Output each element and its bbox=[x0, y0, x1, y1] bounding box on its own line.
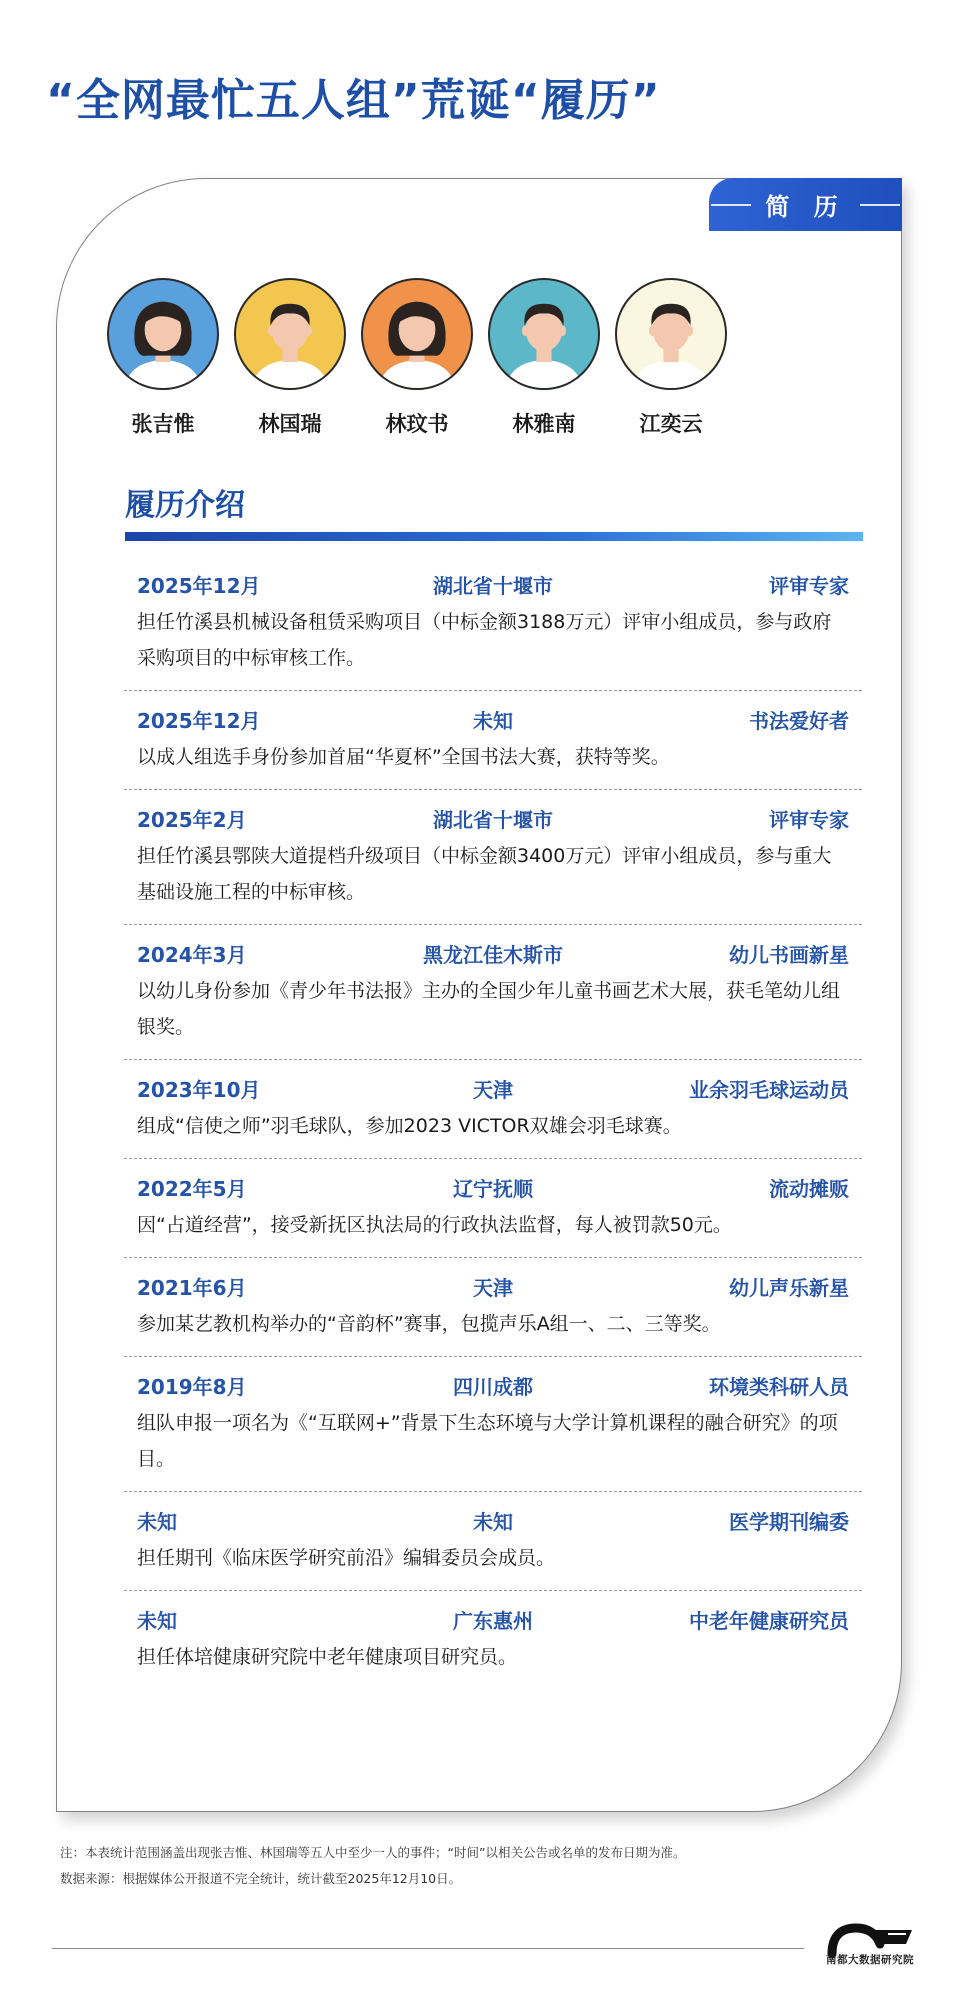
person-avatar-icon bbox=[236, 280, 344, 388]
avatar bbox=[234, 278, 346, 390]
tag-line-right bbox=[860, 204, 900, 206]
person-avatar-icon bbox=[490, 280, 598, 388]
entry-date: 2021年6月 bbox=[137, 1275, 247, 1300]
avatar-row bbox=[106, 278, 728, 438]
entry-date: 未知 bbox=[137, 1509, 177, 1534]
entry-description: 因“占道经营”，接受新抚区执法局的行政执法监督，每人被罚款50元。 bbox=[137, 1214, 732, 1236]
footnote-source: 数据来源：根据媒体公开报道不完全统计，统计截至2025年12月10日。 bbox=[60, 1871, 462, 1886]
person-name: 张吉惟 bbox=[131, 412, 195, 436]
person-name: 林玟书 bbox=[385, 412, 449, 436]
footnote-note: 注：本表统计范围涵盖出现张吉惟、林国瑞等五人中至少一人的事件；“时间”以相关公告或名单的发布日期为准。 bbox=[60, 1845, 686, 1860]
entry-date: 2025年12月 bbox=[137, 708, 261, 733]
entry-location: 未知 bbox=[472, 1509, 513, 1534]
timeline-entry bbox=[124, 1591, 862, 1689]
entry-description: 担任体培健康研究院中老年健康项目研究员。 bbox=[137, 1646, 518, 1668]
resume-timeline bbox=[124, 556, 862, 1689]
timeline-entry bbox=[124, 1357, 862, 1492]
person-card bbox=[487, 278, 601, 438]
entry-role: 流动摊贩 bbox=[768, 1176, 849, 1201]
tag-label: 简 历 bbox=[765, 193, 846, 221]
entry-header bbox=[137, 1171, 849, 1203]
timeline-entry bbox=[124, 1258, 862, 1357]
tag-line-left bbox=[711, 204, 751, 206]
timeline-entry bbox=[124, 1159, 862, 1258]
avatar bbox=[361, 278, 473, 390]
entry-location: 天津 bbox=[472, 1077, 513, 1102]
entry-description: 参加某艺教机构举办的“音韵杯”赛事，包揽声乐A组一、二、三等奖。 bbox=[137, 1313, 721, 1335]
entry-location: 辽宁抚顺 bbox=[452, 1176, 533, 1201]
person-avatar-icon bbox=[617, 280, 725, 388]
entry-role: 书法爱好者 bbox=[748, 708, 849, 733]
entry-role: 幼儿书画新星 bbox=[728, 942, 849, 967]
entry-header bbox=[137, 1369, 849, 1401]
entry-date: 2019年8月 bbox=[137, 1374, 247, 1399]
entry-location: 天津 bbox=[472, 1275, 513, 1300]
entry-location: 湖北省十堰市 bbox=[432, 807, 553, 832]
person-name: 林国瑞 bbox=[258, 412, 322, 436]
entry-location: 湖北省十堰市 bbox=[432, 573, 553, 598]
page-title: “全网最忙五人组”荒诞“履历” bbox=[46, 75, 661, 126]
section-divider bbox=[125, 532, 863, 541]
avatar bbox=[107, 278, 219, 390]
entry-role: 医学期刊编委 bbox=[728, 1509, 849, 1534]
person-name: 林雅南 bbox=[512, 412, 576, 436]
entry-header bbox=[137, 802, 849, 834]
entry-role: 评审专家 bbox=[768, 807, 849, 832]
entry-date: 2025年2月 bbox=[137, 807, 247, 832]
timeline-entry bbox=[124, 556, 862, 691]
entry-header bbox=[137, 1270, 849, 1302]
entry-location: 四川成都 bbox=[452, 1374, 533, 1399]
entry-description: 组成“信使之师”羽毛球队，参加2023 VICTOR双雄会羽毛球赛。 bbox=[137, 1115, 682, 1137]
bottom-divider bbox=[52, 1948, 804, 1949]
entry-description: 以成人组选手身份参加首届“华夏杯”全国书法大赛，获特等奖。 bbox=[137, 746, 670, 768]
entry-date: 2024年3月 bbox=[137, 942, 247, 967]
footnotes bbox=[60, 1840, 685, 1892]
person-card bbox=[106, 278, 220, 438]
person-card bbox=[360, 278, 474, 438]
person-name: 江奕云 bbox=[639, 412, 703, 436]
entry-header bbox=[137, 1072, 849, 1104]
entry-header bbox=[137, 1603, 849, 1635]
timeline-entry bbox=[124, 1492, 862, 1591]
entry-description: 担任期刊《临床医学研究前沿》编辑委员会成员。 bbox=[137, 1547, 556, 1569]
entry-location: 广东惠州 bbox=[452, 1608, 533, 1633]
entry-role: 评审专家 bbox=[768, 573, 849, 598]
timeline-entry bbox=[124, 1060, 862, 1159]
entry-header bbox=[137, 1504, 849, 1536]
entry-header bbox=[137, 703, 849, 735]
entry-role: 环境类科研人员 bbox=[708, 1374, 849, 1399]
entry-description: 以幼儿身份参加《青少年书法报》主办的全国少年儿童书画艺术大展，获毛笔幼儿组银奖。 bbox=[137, 980, 841, 1038]
section-title: 履历介绍 bbox=[125, 488, 245, 523]
entry-description: 组队申报一项名为《“互联网+”背景下生态环境与大学计算机课程的融合研究》的项目。 bbox=[137, 1412, 838, 1470]
person-card bbox=[614, 278, 728, 438]
entry-header bbox=[137, 568, 849, 600]
entry-location: 未知 bbox=[472, 708, 513, 733]
timeline-entry bbox=[124, 925, 862, 1060]
avatar bbox=[488, 278, 600, 390]
entry-location: 黑龙江佳木斯市 bbox=[422, 942, 563, 967]
avatar bbox=[615, 278, 727, 390]
resume-tag bbox=[709, 178, 902, 231]
person-avatar-icon bbox=[109, 280, 217, 388]
publisher-logo-text: 南都大数据研究院 bbox=[826, 1954, 914, 1966]
entry-role: 幼儿声乐新星 bbox=[728, 1275, 849, 1300]
timeline-entry bbox=[124, 691, 862, 790]
person-card bbox=[233, 278, 347, 438]
entry-role: 业余羽毛球运动员 bbox=[688, 1077, 849, 1102]
timeline-entry bbox=[124, 790, 862, 925]
entry-date: 2023年10月 bbox=[137, 1077, 261, 1102]
entry-date: 未知 bbox=[137, 1608, 177, 1633]
entry-role: 中老年健康研究员 bbox=[688, 1608, 849, 1633]
entry-date: 2022年5月 bbox=[137, 1176, 247, 1201]
entry-description: 担任竹溪县机械设备租赁采购项目（中标金额3188万元）评审小组成员，参与政府采购项目的中标审核工作。 bbox=[137, 611, 832, 669]
entry-header bbox=[137, 937, 849, 969]
entry-date: 2025年12月 bbox=[137, 573, 261, 598]
person-avatar-icon bbox=[363, 280, 471, 388]
entry-description: 担任竹溪县鄂陕大道提档升级项目（中标金额3400万元）评审小组成员，参与重大基础设施工程的中标审核。 bbox=[137, 845, 832, 903]
